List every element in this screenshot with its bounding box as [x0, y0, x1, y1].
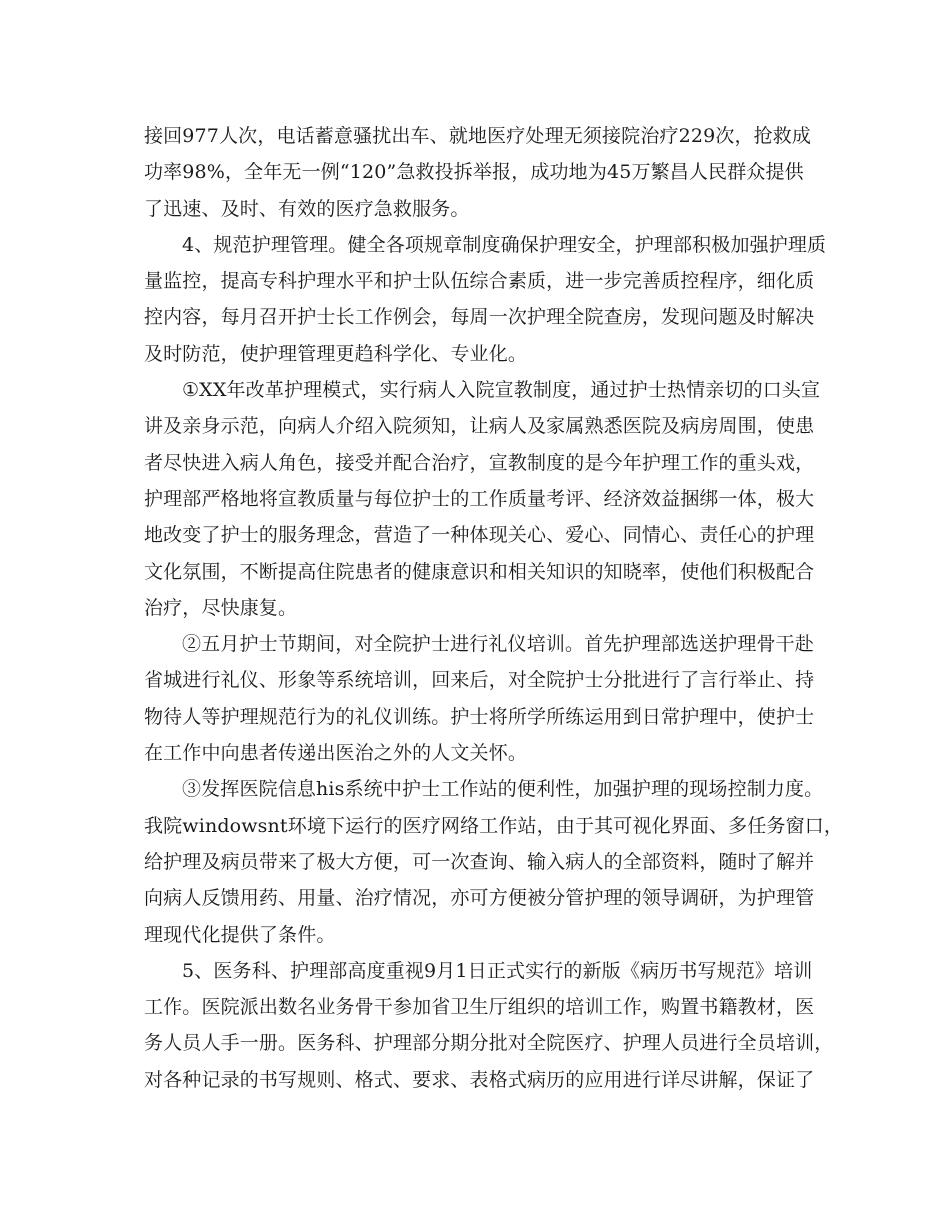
- text-line: 理现代化提供了条件。: [144, 923, 336, 946]
- text-line: 接回977人次，电话蓄意骚扰出车、就地医疗处理无须接院治疗229次，抢救成: [144, 125, 812, 147]
- text-line: 向病人反馈用药、用量、治疗情况，亦可方便被分管护理的领导调研，为护理管: [144, 887, 815, 910]
- paragraph-start-line: ③发挥医院信息his系统中护士工作站的便利性，加强护理的现场控制力度。: [182, 778, 824, 801]
- text-line: 工作。医院派出数名业务骨干参加省卫生厅组织的培训工作，购置书籍教材，医: [144, 996, 815, 1019]
- text-line: 我院windowsnt环境下运行的医疗网络工作站，由于其可视化界面、多任务窗口，: [144, 814, 844, 837]
- paragraph-start-line: 4、规范护理管理。健全各项规章制度确保护理安全，护理部积极加强护理质: [182, 233, 827, 256]
- text-line: 了迅速、及时、有效的医疗急救服务。: [144, 197, 470, 220]
- text-line: 省城进行礼仪、形象等系统培训，回来后，对全院护士分批进行了言行举止、持: [144, 669, 815, 692]
- paragraph-start-line: ②五月护士节期间，对全院护士进行礼仪培训。首先护理部选送护理骨干赴: [182, 633, 814, 656]
- text-line: 给护理及病员带来了极大方便，可一次查询、输入病人的全部资料，随时了解并: [144, 850, 815, 873]
- text-line: 讲及亲身示范，向病人介绍入院须知，让病人及家属熟悉医院及病房周围，使患: [144, 415, 815, 438]
- text-line: 及时防范，使护理管理更趋科学化、专业化。: [144, 342, 528, 365]
- text-line: 务人员人手一册。医务科、护理部分期分批对全院医疗、护理人员进行全员培训，: [144, 1032, 834, 1055]
- text-line: 者尽快进入病人角色，接受并配合治疗，宣教制度的是今年护理工作的重头戏，: [144, 451, 815, 474]
- text-line: 文化氛围，不断提高住院患者的健康意识和相关知识的知晓率，使他们积极配合: [144, 560, 815, 583]
- text-line: 物待人等护理规范行为的礼仪训练。护士将所学所练运用到日常护理中，使护士: [144, 705, 815, 728]
- text-line: 功率98%，全年无一例“120”急救投拆举报，成功地为45万繁昌人民群众提供: [144, 161, 804, 184]
- text-line: 对各种记录的书写规则、格式、要求、表格式病历的应用进行详尽讲解，保证了: [144, 1068, 815, 1091]
- document-body: [144, 118, 844, 1098]
- paragraph-start-line: ①XX年改革护理模式，实行病人入院宣教制度，通过护士热情亲切的口头宣: [182, 379, 821, 402]
- text-line: 控内容，每月召开护士长工作例会，每周一次护理全院查房，发现问题及时解决: [144, 306, 815, 329]
- paragraph-start-line: 5、医务科、护理部高度重视9月1日正式实行的新版《病历书写规范》培训: [182, 959, 813, 982]
- text-line: 护理部严格地将宣教质量与每位护士的工作质量考评、经济效益捆绑一体，极大: [144, 487, 815, 510]
- text-line: 在工作中向患者传递出医治之外的人文关怀。: [144, 742, 528, 765]
- text-line: 地改变了护士的服务理念，营造了一种体现关心、爱心、同情心、责任心的护理: [144, 524, 815, 547]
- text-line: 治疗，尽快康复。: [144, 596, 298, 619]
- text-line: 量监控，提高专科护理水平和护士队伍综合素质，进一步完善质控程序，细化质: [144, 270, 815, 293]
